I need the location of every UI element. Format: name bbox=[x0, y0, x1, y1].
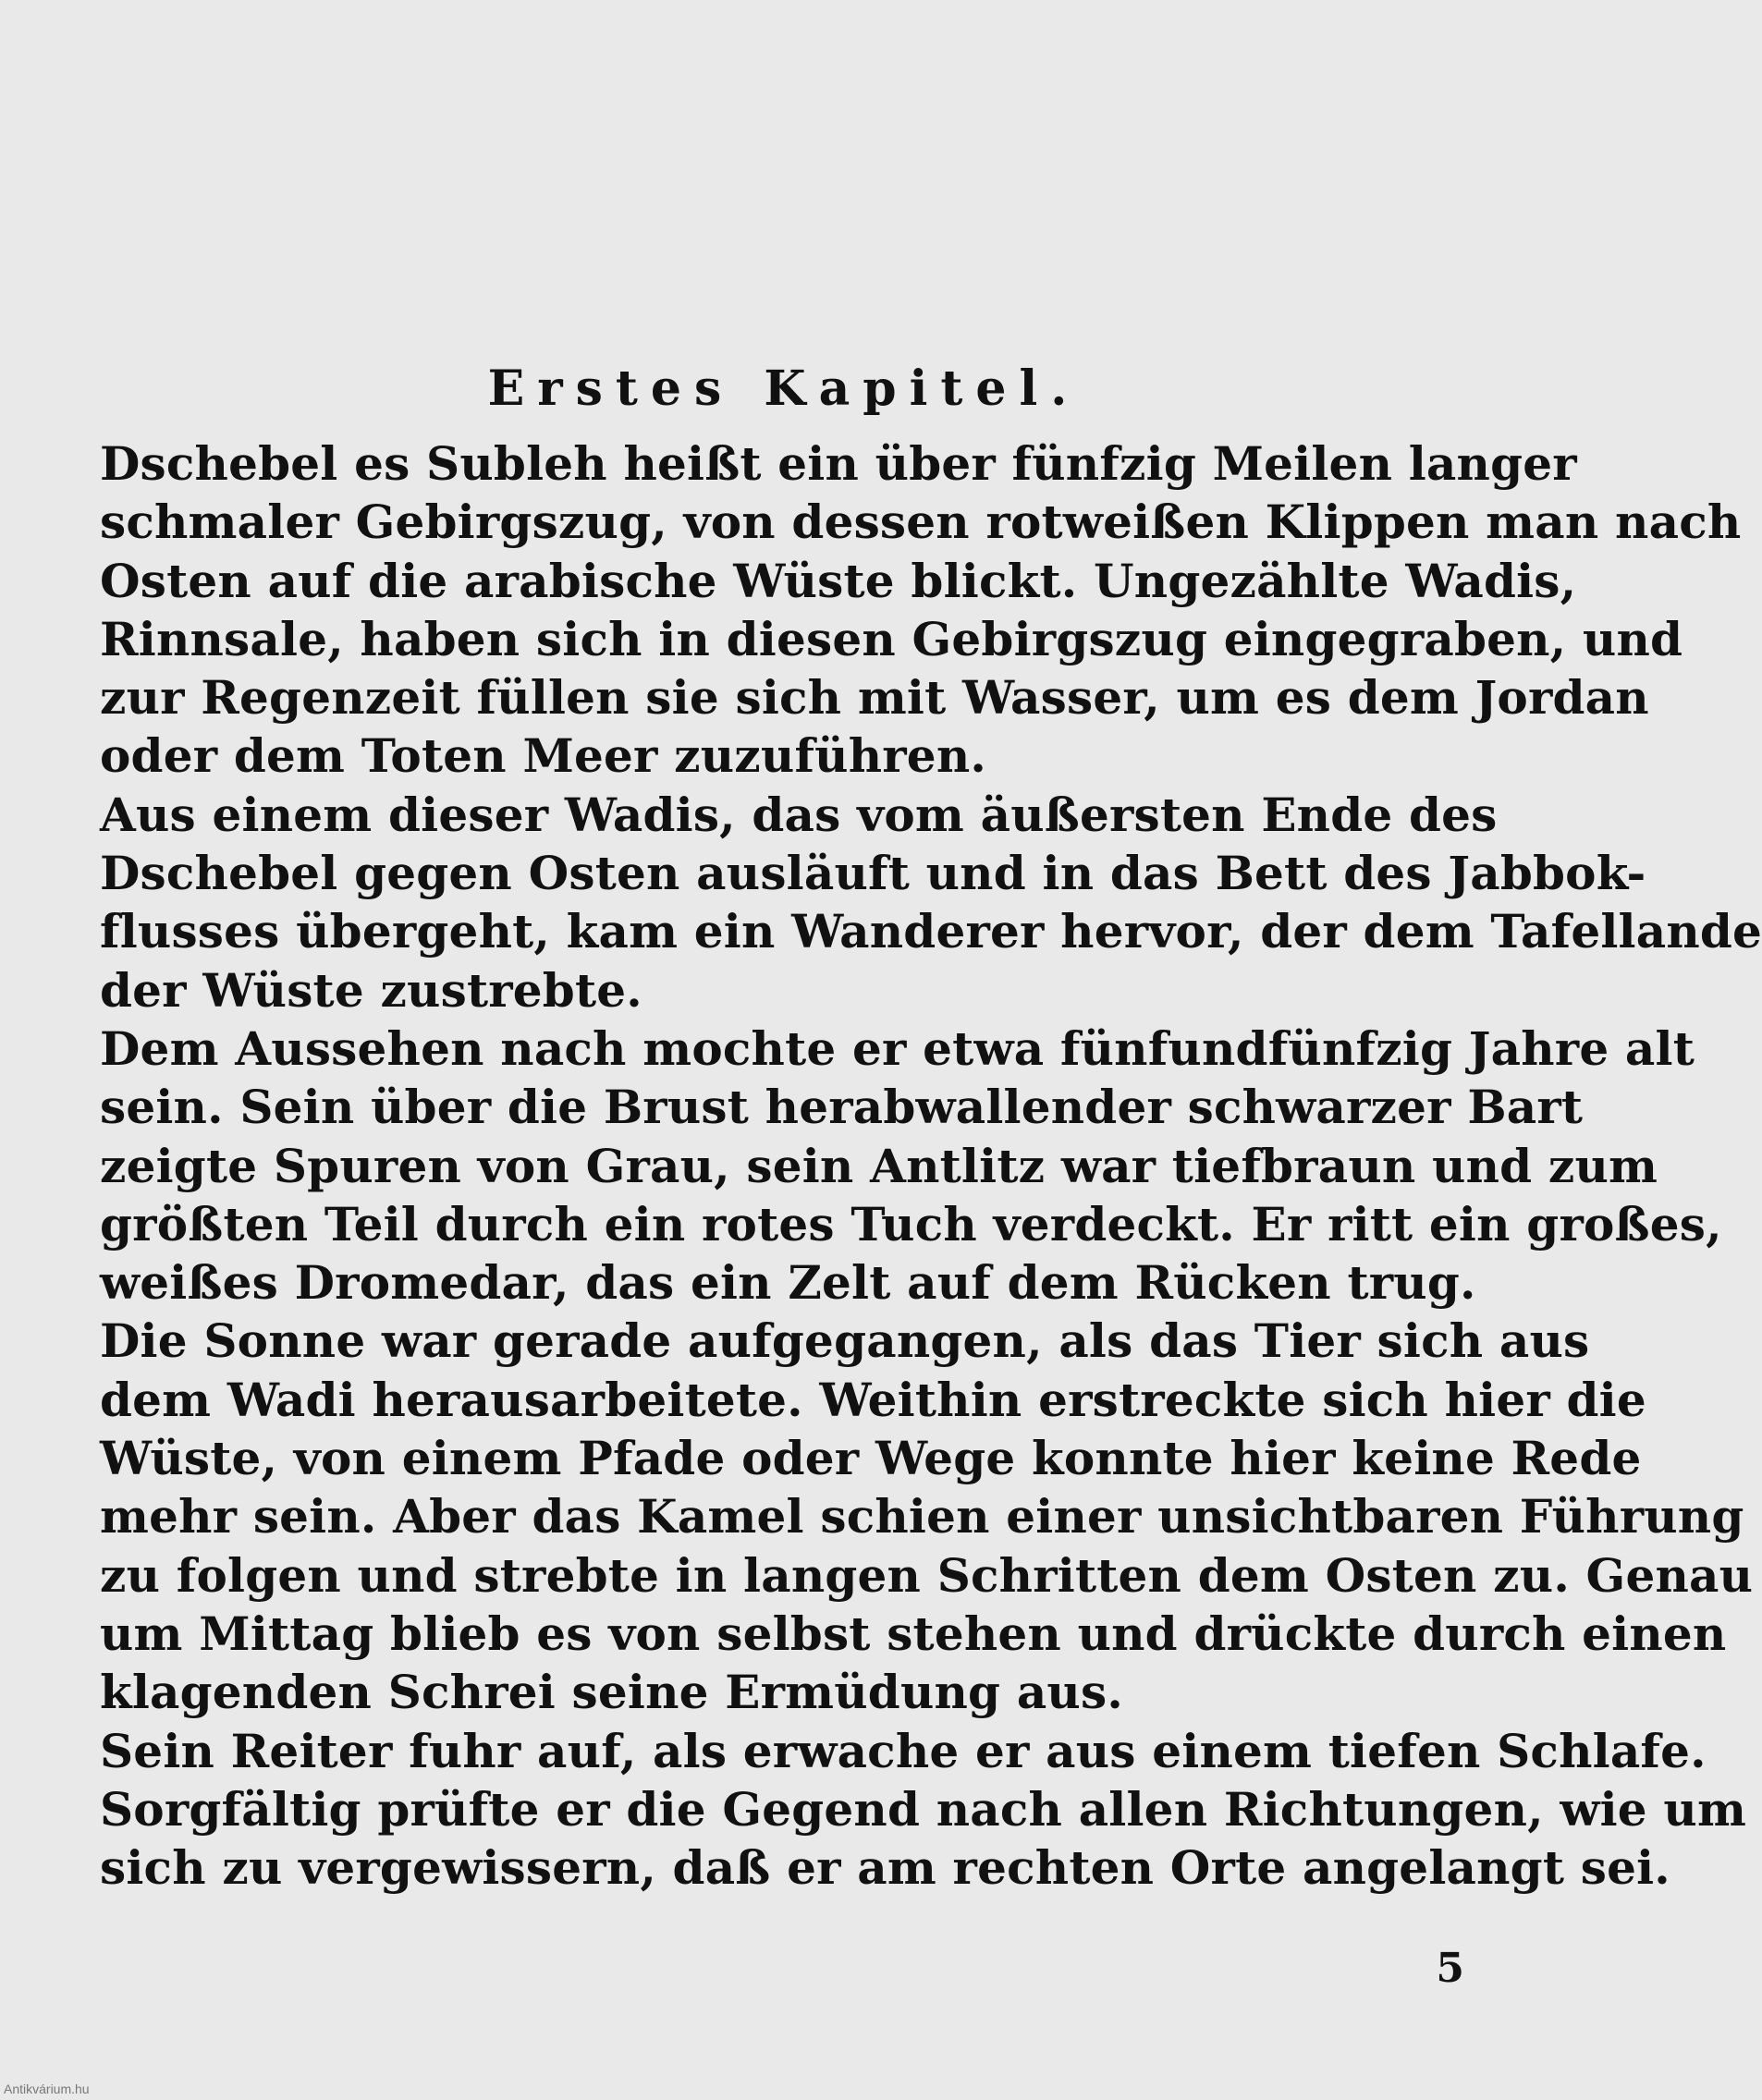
paragraph bbox=[100, 1722, 1747, 1898]
text-line: der Wüste zustrebte. bbox=[100, 962, 642, 1018]
text-line: Dem Aussehen nach mochte er etwa fünfundfünfzig Jahre alt bbox=[100, 1020, 1695, 1076]
text-line: mehr sein. Aber das Kamel schien einer unsichtbaren Führung bbox=[100, 1489, 1744, 1544]
text-line: Dschebel gegen Osten ausläuft und in das Bett des Jabbok- bbox=[100, 846, 1646, 901]
text-line: zur Regenzeit füllen sie sich mit Wasser, um es dem Jordan bbox=[100, 670, 1649, 726]
text-line: sich zu vergewissern, daß er am rechten Orte angelangt sei. bbox=[100, 1840, 1670, 1896]
text-line: dem Wadi herausarbeitete. Weithin erstreckte sich hier die bbox=[100, 1372, 1646, 1427]
text-line: um Mittag blieb es von selbst stehen und drückte durch einen bbox=[100, 1606, 1727, 1661]
text-line: Die Sonne war gerade aufgegangen, als das Tier sich aus bbox=[100, 1313, 1590, 1369]
text-line: flusses übergeht, kam ein Wanderer hervor, der dem Tafellande bbox=[100, 904, 1762, 959]
text-line: zeigte Spuren von Grau, sein Antlitz war tiefbraun und zum bbox=[100, 1138, 1658, 1193]
paragraph bbox=[100, 786, 1762, 1019]
text-body bbox=[100, 434, 1762, 1897]
text-line: Dschebel es Subleh heißt ein über fünfzig Meilen langer bbox=[100, 436, 1577, 491]
text-line: sein. Sein über die Brust herabwallender schwarzer Bart bbox=[100, 1080, 1584, 1135]
page-number: 5 bbox=[1436, 1945, 1464, 1992]
text-line: zu folgen und strebte in langen Schritten dem Osten zu. Genau bbox=[100, 1547, 1754, 1603]
chapter-title: Erstes Kapitel. bbox=[487, 360, 1081, 417]
text-line: klagenden Schrei seine Ermüdung aus. bbox=[100, 1665, 1123, 1720]
show-through-text bbox=[102, 0, 1479, 57]
page-body bbox=[100, 360, 1762, 1897]
text-line: Sorgfältig prüfte er die Gegend nach allen Richtungen, wie um bbox=[100, 1781, 1747, 1837]
text-line: Sein Reiter fuhr auf, als erwache er aus einem tiefen Schlafe. bbox=[100, 1723, 1707, 1778]
text-line: Wüste, von einem Pfade oder Wege konnte hier keine Rede bbox=[100, 1431, 1642, 1486]
text-line: Osten auf die arabische Wüste blickt. Ungezählte Wadis, bbox=[100, 553, 1577, 608]
text-line: Rinnsale, haben sich in diesen Gebirgszug eingegraben, und bbox=[100, 611, 1683, 666]
text-line: weißes Dromedar, das ein Zelt auf dem Rücken trug. bbox=[100, 1255, 1476, 1311]
watermark: Antikvárium.hu bbox=[4, 2082, 90, 2096]
text-line: oder dem Toten Meer zuzuführen. bbox=[100, 728, 986, 784]
paragraph bbox=[100, 1312, 1754, 1721]
text-line: Aus einem dieser Wadis, das vom äußersten Ende des bbox=[100, 787, 1498, 842]
text-line: schmaler Gebirgszug, von dessen rotweißen Klippen man nach bbox=[100, 494, 1742, 550]
paragraph bbox=[100, 1019, 1722, 1312]
paragraph bbox=[100, 434, 1742, 786]
text-line: größten Teil durch ein rotes Tuch verdeckt. Er ritt ein großes, bbox=[100, 1196, 1722, 1251]
